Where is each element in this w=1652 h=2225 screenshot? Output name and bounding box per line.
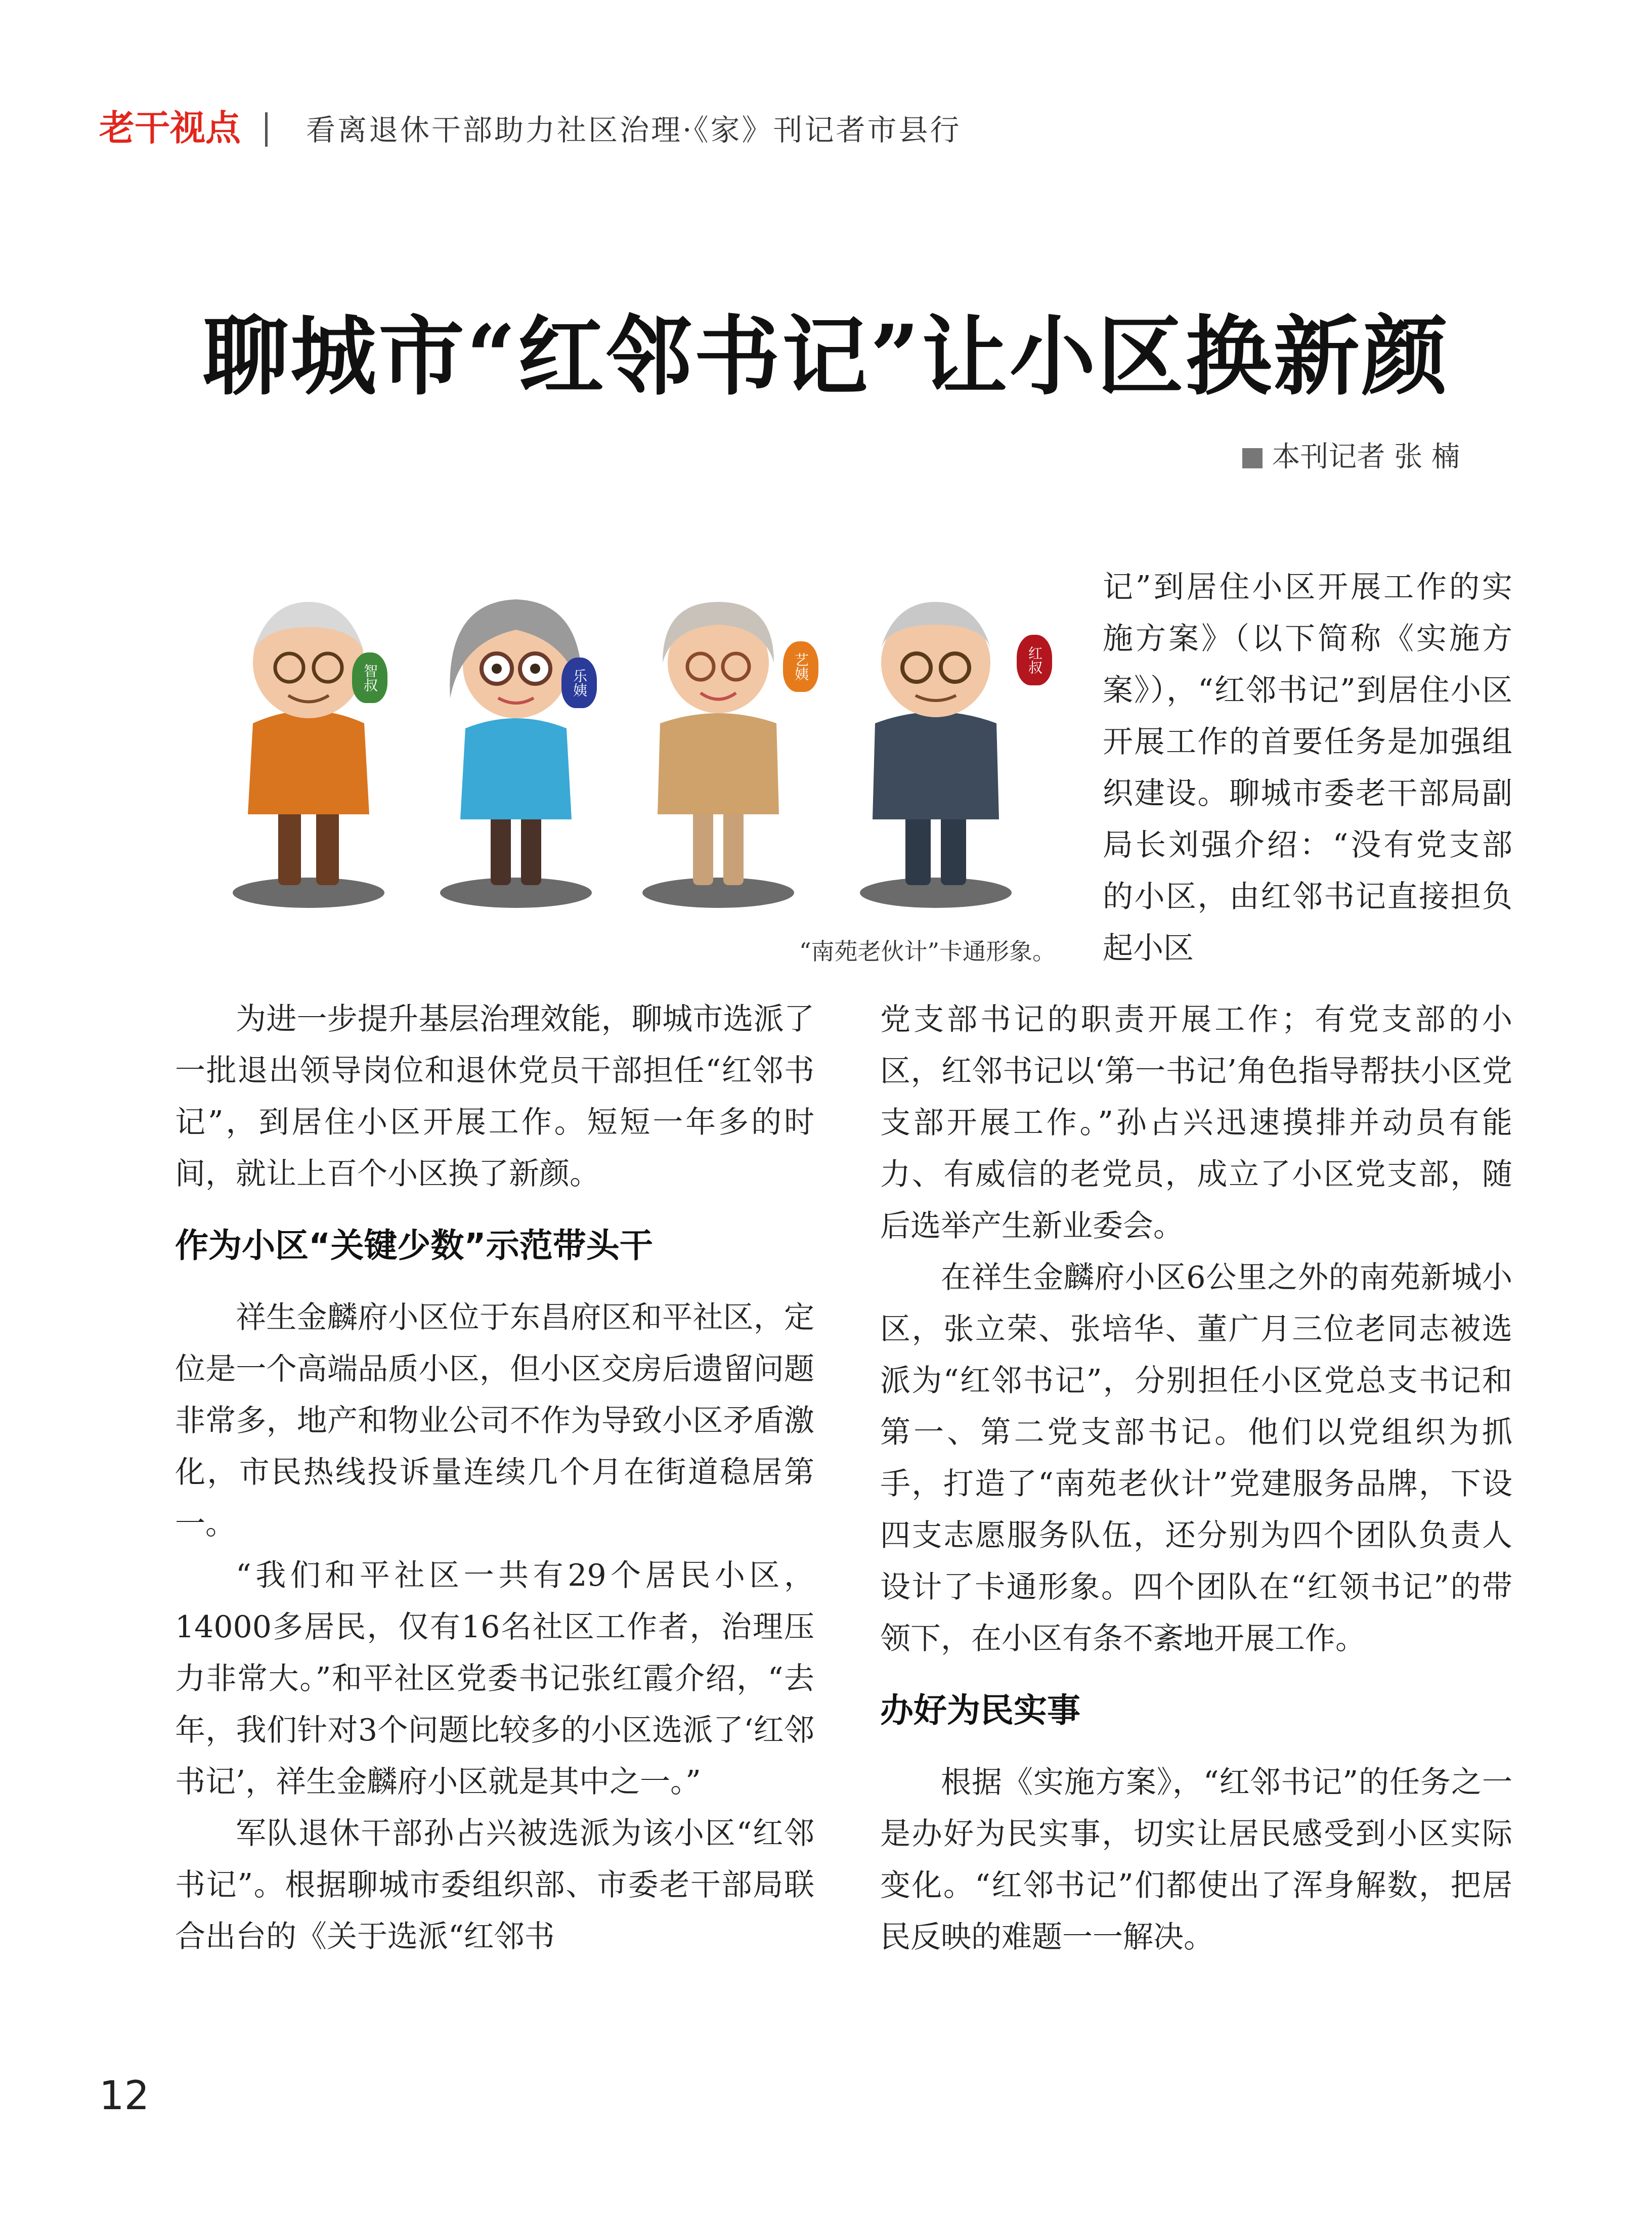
badge-label: 智叔 xyxy=(362,664,378,692)
page-number: 12 xyxy=(99,2073,150,2119)
character-zhishu xyxy=(233,602,384,908)
badge-2 xyxy=(561,658,597,708)
section-label: 老干视点 xyxy=(99,107,241,149)
character-leyi xyxy=(440,599,592,908)
badge-label: 艺姨 xyxy=(793,652,809,681)
series-title: 看离退休干部助力社区治理·《家》刊记者市县行 xyxy=(306,113,962,147)
section-heading-2: 办好为民实事 xyxy=(880,1691,1080,1730)
header-divider xyxy=(265,112,268,147)
left-column xyxy=(175,993,814,1962)
badge-3 xyxy=(783,641,818,692)
figure-caption: “南苑老伙计”卡通形象。 xyxy=(799,938,1056,965)
byline-square-icon xyxy=(1242,448,1263,468)
paragraph-right-top: 记”到居住小区开展工作的实施方案》（以下简称《实施方案》），“红邻书记”到居住小区开展工作的首要任务是加强组织建设。聊城市委老干部局副局长刘强介绍：“没有党支部的小区，由红邻书记直接担负起小区 xyxy=(1103,570,1512,966)
character-hongshu xyxy=(860,602,1012,908)
badge-4 xyxy=(1017,635,1052,685)
cartoon-characters-illustration xyxy=(192,582,1082,926)
badge-label: 乐姨 xyxy=(571,669,588,697)
byline xyxy=(1242,443,1460,471)
paragraph-3: 军队退休干部孙占兴被选派为该小区“红邻书记”。根据聊城市委组织部、市委老干部局联合出台的《关于选派“红邻书 xyxy=(175,1816,814,1954)
right-column-top xyxy=(1103,561,1512,974)
byline-text: 本刊记者 张 楠 xyxy=(1272,441,1460,473)
paragraph-1: 祥生金麟府小区位于东昌府区和平社区，定位是一个高端品质小区，但小区交房后遗留问题非常多，地产和物业公司不作为导致小区矛盾激化，市民热线投诉量连续几个月在街道稳居第一。 xyxy=(175,1300,814,1542)
paragraph-intro: 为进一步提升基层治理效能，聊城市选派了一批退出领导岗位和退休党员干部担任“红邻书记”，到居住小区开展工作。短短一年多的时间，就让上百个小区换了新颜。 xyxy=(175,1001,814,1192)
section-heading-1: 作为小区“关键少数”示范带头干 xyxy=(175,1226,653,1265)
paragraph-4: 在祥生金麟府小区6公里之外的南苑新城小区，张立荣、张培华、董广月三位老同志被选派为“红邻书记”，分别担任小区党总支书记和第一、第二党支部书记。他们以党组织为抓手，打造了“南苑老伙计”党建服务品牌，下设四支志愿服务队伍，还分别为四个团队负责人设计了卡通形象。四个团队在“红领书记”的带领下，在小区有条不紊地开展工作。 xyxy=(880,1260,1512,1656)
right-column xyxy=(880,994,1512,1963)
character-yiyi xyxy=(642,602,794,908)
article-title: 聊城市“红邻书记”让小区换新颜 xyxy=(202,306,1450,407)
paragraph-right-continued: 党支部书记的职责开展工作；有党支部的小区，红邻书记以‘第一书记’角色指导帮扶小区党支部开展工作。”孙占兴迅速摸排并动员有能力、有威信的老党员，成立了小区党支部，随后选举产生新业委会。 xyxy=(880,1002,1512,1244)
paragraph-5: 根据《实施方案》，“红邻书记”的任务之一是办好为民实事，切实让居民感受到小区实际变化。“红邻书记”们都使出了浑身解数，把居民反映的难题一一解决。 xyxy=(880,1765,1512,1955)
badge-1 xyxy=(352,652,387,703)
paragraph-2: “我们和平社区一共有29个居民小区，14000多居民，仅有16名社区工作者，治理压力非常大。”和平社区党委书记张红霞介绍，“去年，我们针对3个问题比较多的小区选派了‘红邻书记’，祥生金麟府小区就是其中之一。” xyxy=(175,1558,814,1800)
badge-label: 红叔 xyxy=(1026,646,1043,674)
